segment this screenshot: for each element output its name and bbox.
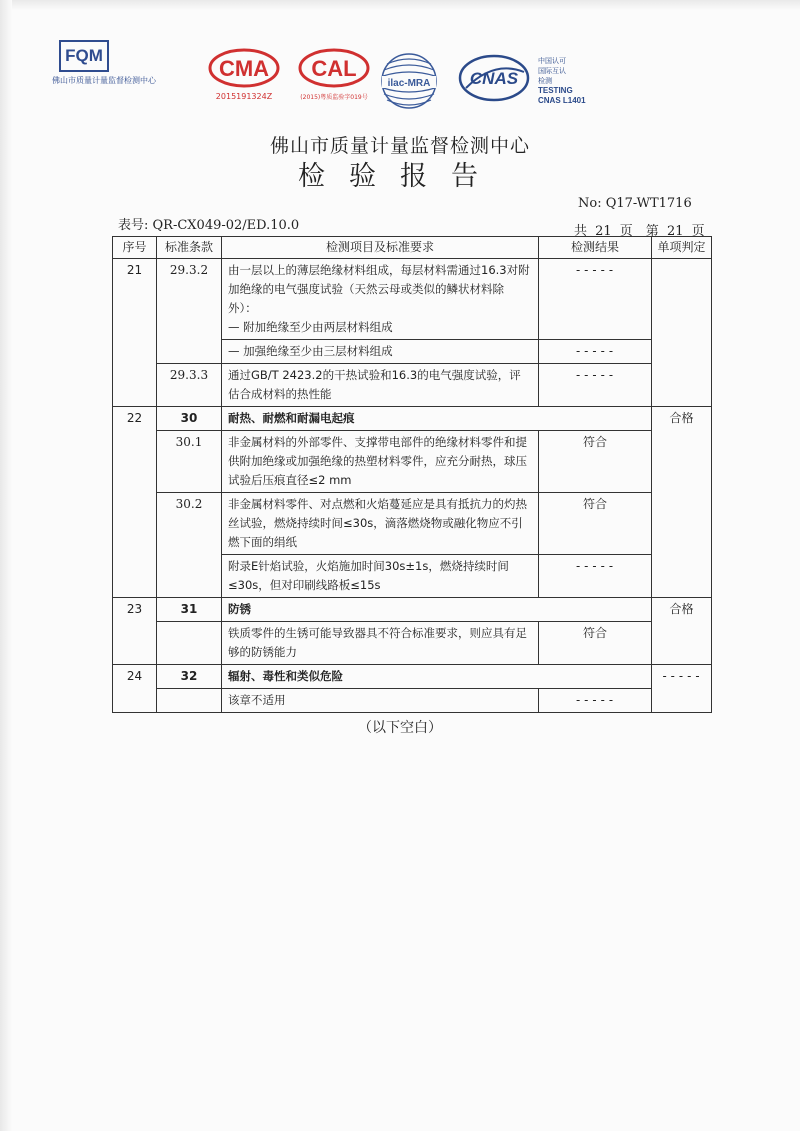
result-text: -----: [574, 368, 616, 382]
row-clause: 30: [157, 407, 222, 431]
row-clause: 29.3.3: [157, 364, 222, 407]
globe-icon: [378, 52, 440, 110]
result-text: -----: [574, 693, 616, 707]
row-requirement: 辐射、毒性和类似危险: [222, 665, 652, 689]
row-clause: 30.1: [157, 431, 222, 493]
row-result: 符合: [539, 622, 652, 665]
row-clause: 29.3.2: [157, 259, 222, 364]
inspection-table: [112, 236, 712, 713]
cal-logo-text: CAL: [311, 56, 357, 81]
table-header-row: [113, 237, 712, 259]
header-seq: 序号: [113, 237, 157, 259]
row-verdict: 合格: [652, 407, 712, 598]
row-requirement: 非金属材料零件、对点燃和火焰蔓延应是具有抵抗力的灼热丝试验，燃烧持续时间≤30s，滴落燃烧物或融化物应不引燃下面的绢纸: [222, 493, 539, 555]
row-clause: 30.2: [157, 493, 222, 598]
row-seq: 24: [113, 665, 157, 713]
scan-shadow-top: [0, 0, 800, 10]
result-text: -----: [574, 559, 616, 573]
row-clause: 31: [157, 598, 222, 622]
row-requirement: 通过GB/T 2423.2的干热试验和16.3的电气强度试验，评估合成材料的热性能: [222, 364, 539, 407]
row-result: [539, 259, 652, 340]
cnas-en-line-1: TESTING: [538, 86, 573, 95]
row-result: [539, 555, 652, 598]
cal-number: (2015)粤质监验字019号: [300, 94, 368, 101]
org-title: 佛山市质量计量监督检测中心: [269, 135, 530, 157]
requirement-text: 由一层以上的薄层绝缘材料组成，每层材料需通过16.3对附加绝缘的电气强度试验（天然云母或类似的鳞状材料除外）：: [228, 263, 530, 315]
table-row: [113, 364, 712, 407]
row-requirement: [222, 259, 539, 340]
header-clause: 标准条款: [157, 237, 222, 259]
fqm-logo-mark: FQM: [59, 40, 109, 72]
header-verdict: 单项判定: [652, 237, 712, 259]
page-count: 共 21 页 第 21 页: [574, 224, 705, 239]
row-result: [539, 340, 652, 364]
cnas-en-line-2: CNAS L1401: [538, 96, 586, 105]
row-verdict: [652, 259, 712, 407]
row-verdict: [652, 665, 712, 713]
table-row: [113, 622, 712, 665]
table-row: [113, 431, 712, 493]
cnas-logo-mark: [458, 54, 530, 102]
fqm-org-name: 佛山市质量计量监督检测中心: [52, 76, 156, 85]
cnas-cn-line-2: 国际互认: [538, 67, 566, 75]
header-result: 检测结果: [539, 237, 652, 259]
cma-logo-text: CMA: [218, 56, 270, 81]
report-number: No: Q17-WT1716: [578, 196, 692, 211]
header-requirement: 检测项目及标准要求: [222, 237, 539, 259]
cma-logo: [208, 48, 280, 101]
row-requirement: — 加强绝缘至少由三层材料组成: [222, 340, 539, 364]
table-row: [113, 689, 712, 713]
cnas-logo-text: CNAS: [469, 69, 519, 88]
cma-number: 2015191324Z: [215, 92, 273, 101]
requirement-text: — 附加绝缘至少由两层材料组成: [228, 320, 393, 334]
row-seq: 21: [113, 259, 157, 407]
row-seq: 23: [113, 598, 157, 665]
cnas-cn-line-1: 中国认可: [538, 57, 566, 65]
report-title: 检验报告: [298, 161, 502, 192]
row-result: 符合: [539, 431, 652, 493]
row-requirement: 防锈: [222, 598, 652, 622]
table-row: [113, 493, 712, 555]
table-row: [113, 259, 712, 340]
table-row: [113, 407, 712, 431]
verdict-text: -----: [660, 669, 703, 683]
row-result: 符合: [539, 493, 652, 555]
result-text: -----: [574, 263, 616, 277]
row-result: [539, 364, 652, 407]
cal-logo: [298, 48, 370, 101]
result-text: -----: [574, 344, 616, 358]
row-clause: [157, 689, 222, 713]
ilac-logo-text: ilac-MRA: [387, 78, 431, 89]
row-requirement: 该章不适用: [222, 689, 539, 713]
cma-logo-mark: [208, 48, 280, 88]
row-clause: 32: [157, 665, 222, 689]
ilac-mra-logo: [378, 52, 440, 114]
blank-below-note: （以下空白）: [358, 720, 442, 736]
cnas-accreditation-text: [538, 56, 586, 106]
row-result: [539, 689, 652, 713]
row-requirement: 铁质零件的生锈可能导致器具不符合标准要求，则应具有足够的防锈能力: [222, 622, 539, 665]
cnas-cn-line-3: 检测: [538, 77, 552, 85]
table-row: [113, 598, 712, 622]
table-row: [113, 665, 712, 689]
row-verdict: 合格: [652, 598, 712, 665]
form-number: 表号: QR-CX049-02/ED.10.0: [118, 218, 300, 233]
fqm-logo: [52, 40, 156, 86]
cnas-logo: [458, 54, 530, 106]
row-requirement: 附录E针焰试验，火焰施加时间30s±1s，燃烧持续时间≤30s，但对印刷线路板≤15s: [222, 555, 539, 598]
cal-logo-mark: [298, 48, 370, 88]
row-requirement: 耐热、耐燃和耐漏电起痕: [222, 407, 652, 431]
row-seq: 22: [113, 407, 157, 598]
row-clause: [157, 622, 222, 665]
row-requirement: 非金属材料的外部零件、支撑带电部件的绝缘材料零件和提供附加绝缘或加强绝缘的热塑材料零件，应充分耐热，球压试验后压痕直径≤2 mm: [222, 431, 539, 493]
